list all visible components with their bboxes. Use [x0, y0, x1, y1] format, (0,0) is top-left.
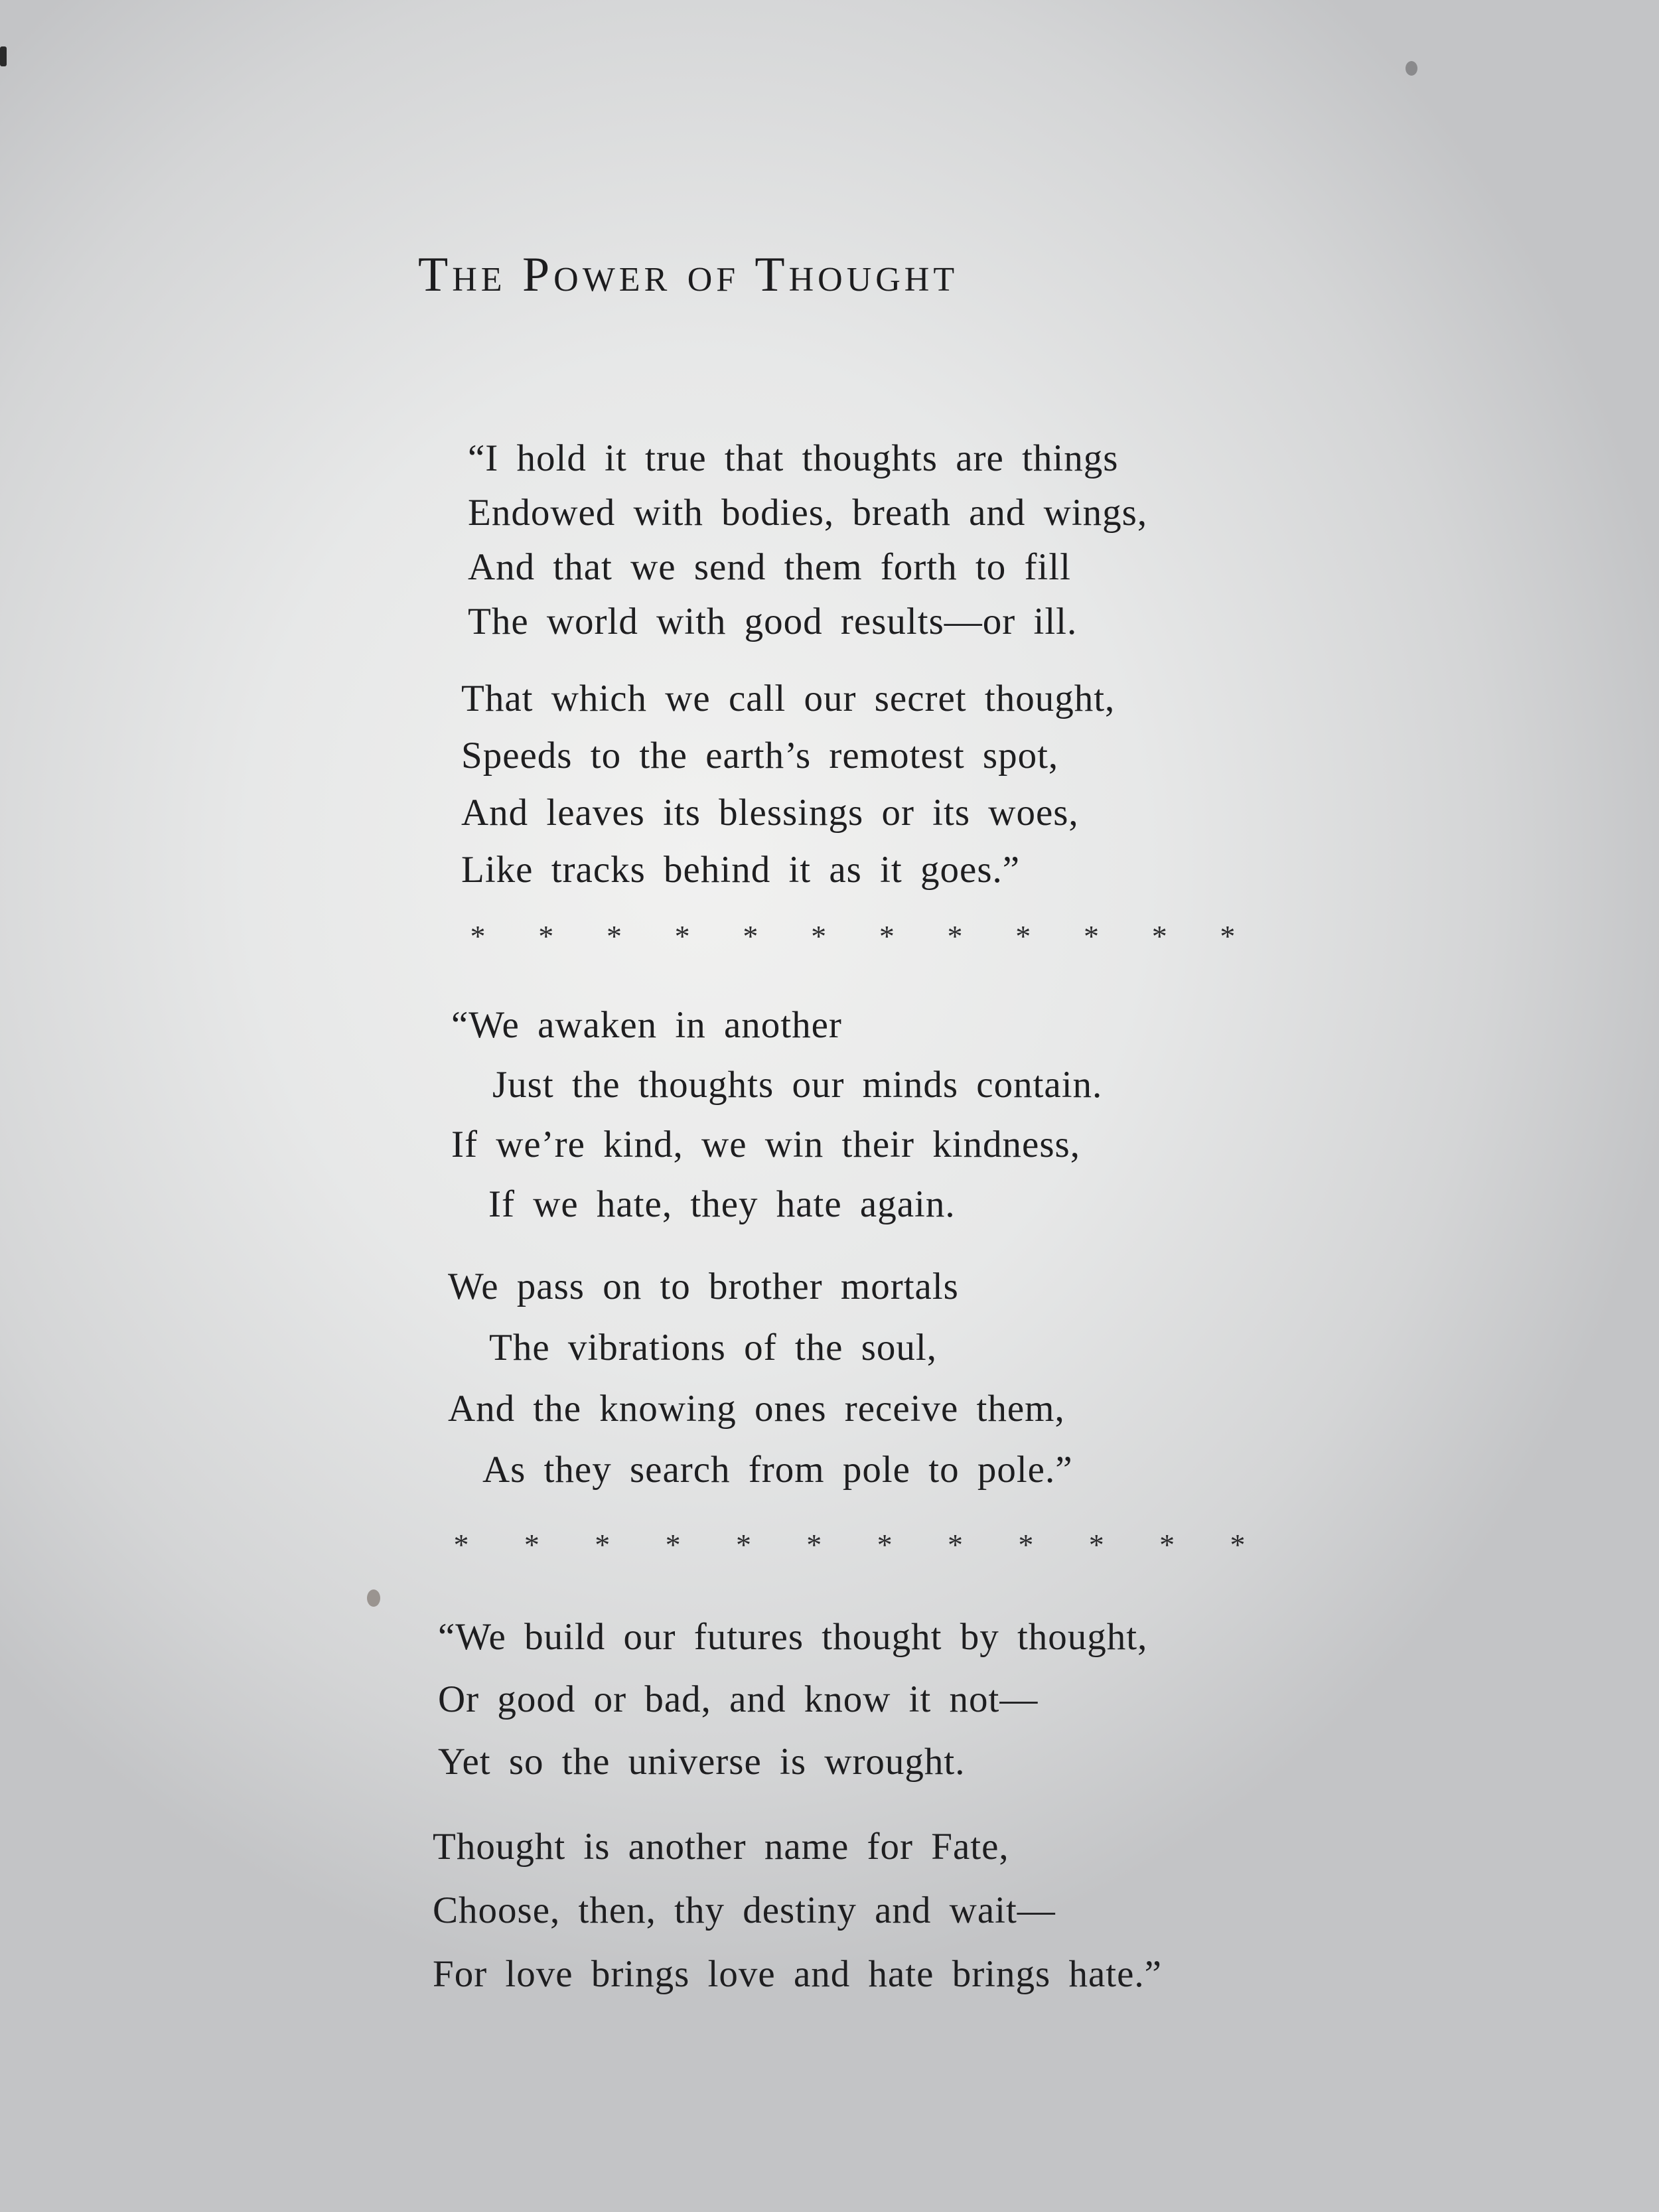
asterisk: * — [1230, 1527, 1246, 1562]
poem-line: That which we call our secret thought, — [461, 678, 1116, 719]
stanza — [433, 1815, 1162, 2006]
asterisk: * — [1220, 919, 1236, 953]
asterisk: * — [1083, 919, 1099, 953]
asterisk: * — [947, 919, 963, 953]
stanza — [461, 670, 1115, 899]
paper-speck — [1406, 61, 1417, 76]
asterisk: * — [1159, 1527, 1175, 1562]
poem-line: If we’re kind, we win their kindness, — [451, 1124, 1080, 1165]
stanza — [448, 1256, 1073, 1501]
poem-line: As they search from pole to pole.” — [482, 1449, 1073, 1491]
poem-line: Speeds to the earth’s remotest spot, — [461, 735, 1059, 776]
poem-line: And leaves its blessings or its woes, — [461, 792, 1079, 834]
asterisk: * — [538, 919, 554, 953]
poem-line: Choose, then, thy destiny and wait— — [433, 1889, 1056, 1931]
asterisk: * — [879, 919, 895, 953]
poem-line: And that we send them forth to fill — [468, 546, 1071, 588]
poem-line: “I hold it true that thoughts are things — [468, 437, 1119, 479]
poem-line: If we hate, they hate again. — [488, 1183, 956, 1225]
asterisk: * — [1151, 919, 1167, 953]
paper-speck — [367, 1589, 380, 1607]
asterisk: * — [595, 1527, 611, 1562]
poem-line: Like tracks behind it as it goes.” — [461, 849, 1021, 891]
poem-line: Just the thoughts our minds contain. — [492, 1064, 1103, 1106]
asterisk: * — [674, 919, 690, 953]
stanza — [451, 995, 1102, 1234]
asterisk: * — [470, 919, 486, 953]
asterisk-separator — [468, 916, 1238, 956]
poem-line: The vibrations of the soul, — [489, 1327, 937, 1368]
poem-line: And the knowing ones receive them, — [448, 1388, 1065, 1430]
poem-line: “We build our futures thought by thought, — [438, 1616, 1148, 1658]
asterisk: * — [735, 1527, 751, 1562]
poem-line: The world with good results—or ill. — [468, 601, 1078, 642]
asterisk: * — [665, 1527, 681, 1562]
stanza — [468, 431, 1147, 649]
asterisk: * — [877, 1527, 893, 1562]
asterisk: * — [453, 1527, 469, 1562]
poem-line: Yet so the universe is wrought. — [438, 1741, 966, 1783]
asterisk: * — [524, 1527, 540, 1562]
paper-speck — [0, 46, 7, 66]
poem-line: Or good or bad, and know it not— — [438, 1678, 1039, 1720]
asterisk: * — [1088, 1527, 1104, 1562]
asterisk: * — [811, 919, 827, 953]
asterisk: * — [806, 1527, 822, 1562]
asterisk: * — [1018, 1527, 1034, 1562]
poem-line: For love brings love and hate brings hate.” — [433, 1953, 1162, 1995]
asterisk: * — [948, 1527, 964, 1562]
poem-line: Thought is another name for Fate, — [433, 1826, 1009, 1868]
asterisk: * — [1015, 919, 1031, 953]
poem-line: We pass on to brother mortals — [448, 1266, 959, 1307]
poem-line: “We awaken in another — [451, 1004, 842, 1046]
asterisk-separator — [451, 1524, 1248, 1564]
poem-title: The Power of Thought — [418, 248, 959, 302]
asterisk: * — [606, 919, 622, 953]
stanza — [438, 1606, 1147, 1793]
asterisk: * — [743, 919, 758, 953]
poem-line: Endowed with bodies, breath and wings, — [468, 492, 1148, 534]
